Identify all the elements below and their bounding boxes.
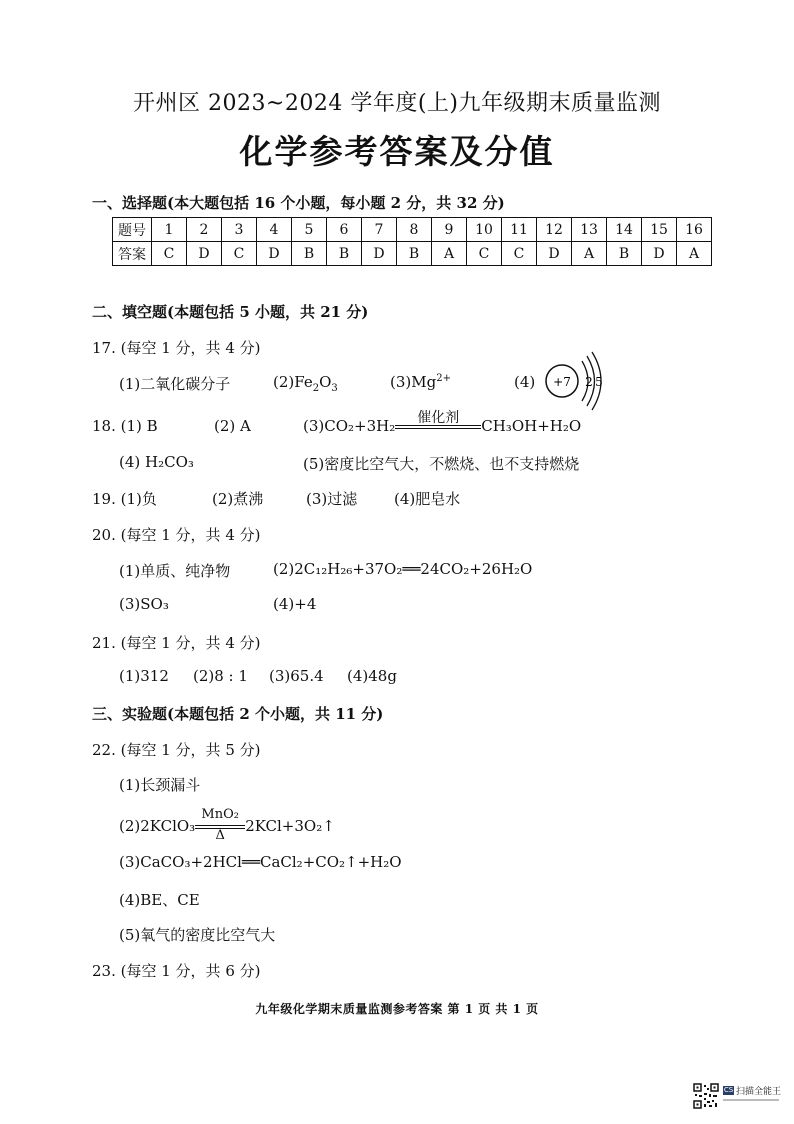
- formula-text: (3)Mg: [390, 373, 437, 391]
- nucleus-charge: +7: [553, 375, 571, 389]
- table-cell: 9: [432, 218, 467, 242]
- table-row-answers: [113, 242, 712, 266]
- q22-answer-1: (1)长颈漏斗: [119, 776, 201, 794]
- table-cell: 15: [642, 218, 677, 242]
- q20-answer-1: (1)单质、纯净物: [119, 562, 231, 580]
- table-cell: D: [257, 242, 292, 266]
- equation-lhs: (3)CO₂+3H₂: [303, 417, 396, 435]
- exam-subtitle: 开州区 2023~2024 学年度(上)九年级期末质量监测: [132, 91, 662, 116]
- q21-answer-3: (3)65.4: [269, 667, 324, 685]
- row-label-number: 题号: [113, 218, 152, 242]
- page-title: 化学参考答案及分值: [239, 132, 555, 171]
- q22-answer-5: (5)氧气的密度比空气大: [119, 926, 276, 944]
- table-cell: A: [432, 242, 467, 266]
- q17-answer-4-label: (4): [514, 373, 536, 391]
- q22-answer-2: [119, 807, 335, 843]
- reaction-condition: [395, 410, 481, 434]
- table-cell: 10: [467, 218, 502, 242]
- q18-answer-2: (2) A: [214, 417, 251, 435]
- atom-structure-diagram: [538, 346, 608, 416]
- q20-answer-3: (3)SO₃: [119, 595, 169, 613]
- subscript: 2: [312, 383, 320, 394]
- q22-answer-4: (4)BE、CE: [119, 891, 200, 909]
- table-cell: C: [152, 242, 187, 266]
- scanner-logo-icon: CS: [723, 1086, 734, 1094]
- table-cell: B: [327, 242, 362, 266]
- scanner-app-name: 扫描全能王: [736, 1087, 782, 1097]
- equation-rhs: 2KCl+3O₂↑: [245, 817, 335, 835]
- q18-answer-4: (4) H₂CO₃: [119, 453, 194, 471]
- equation-lhs: (2)2KClO₃: [119, 817, 196, 835]
- table-cell: 12: [537, 218, 572, 242]
- catalyst-label: 催化剂: [417, 410, 460, 426]
- q19-answer-4: (4)肥皂水: [394, 490, 461, 508]
- table-cell: 2: [187, 218, 222, 242]
- q19-answer-3: (3)过滤: [306, 490, 358, 508]
- section-1-heading: 一、选择题(本大题包括 16 个小题，每小题 2 分，共 32 分): [92, 194, 505, 212]
- table-cell: D: [362, 242, 397, 266]
- table-cell: 5: [292, 218, 327, 242]
- section-2-heading: 二、填空题(本题包括 5 小题，共 21 分): [92, 303, 369, 321]
- table-cell: B: [292, 242, 327, 266]
- table-cell: 4: [257, 218, 292, 242]
- q18-answer-3: [303, 410, 582, 435]
- table-cell: C: [222, 242, 257, 266]
- q20-answer-4: (4)+4: [273, 595, 317, 613]
- table-cell: 6: [327, 218, 362, 242]
- reaction-condition: [195, 807, 245, 843]
- catalyst-label: MnO₂: [201, 807, 239, 822]
- formula-text: (2)Fe: [273, 373, 313, 391]
- scanner-watermark: [693, 1083, 783, 1109]
- q23-heading: 23. (每空 1 分，共 6 分): [92, 962, 261, 980]
- q22-answer-3: (3)CaCO₃+2HCl══CaCl₂+CO₂↑+H₂O: [119, 853, 402, 871]
- section-3-heading: 三、实验题(本题包括 2 个小题，共 11 分): [92, 705, 384, 723]
- answer-table: [112, 217, 712, 266]
- q20-heading: 20. (每空 1 分，共 4 分): [92, 526, 261, 544]
- q17-answer-3: [390, 373, 451, 391]
- reaction-line: [395, 428, 481, 429]
- q21-answer-2: (2)8 : 1: [193, 667, 248, 685]
- table-cell: 13: [572, 218, 607, 242]
- formula-text: O: [319, 373, 332, 391]
- divider: [723, 1099, 779, 1101]
- q17-answer-2: [273, 373, 338, 394]
- equation-rhs: CH₃OH+H₂O: [481, 417, 582, 435]
- q20-answer-2: (2)2C₁₂H₂₆+37O₂══24CO₂+26H₂O: [273, 560, 533, 578]
- superscript: 2+: [436, 373, 451, 384]
- table-cell: 1: [152, 218, 187, 242]
- table-row-numbers: [113, 218, 712, 242]
- table-cell: 16: [677, 218, 712, 242]
- table-cell: A: [572, 242, 607, 266]
- reaction-line: [195, 825, 245, 826]
- q18-answer-5: (5)密度比空气大，不燃烧、也不支持燃烧: [303, 455, 580, 473]
- shell-electrons-1: 2: [585, 375, 593, 389]
- table-cell: 11: [502, 218, 537, 242]
- q22-heading: 22. (每空 1 分，共 5 分): [92, 741, 261, 759]
- qr-code-icon: [693, 1083, 719, 1109]
- shell-electrons-2: 5: [595, 375, 603, 389]
- table-cell: 8: [397, 218, 432, 242]
- page-footer: 九年级化学期末质量监测参考答案 第 1 页 共 1 页: [255, 1002, 539, 1016]
- table-cell: D: [187, 242, 222, 266]
- table-cell: D: [537, 242, 572, 266]
- subscript: 3: [331, 383, 338, 394]
- q17-answer-1: (1)二氧化碳分子: [119, 375, 231, 393]
- table-cell: 3: [222, 218, 257, 242]
- q17-heading: 17. (每空 1 分，共 4 分): [92, 339, 261, 357]
- q18-answer-1: 18. (1) B: [92, 417, 158, 435]
- table-cell: 7: [362, 218, 397, 242]
- table-cell: C: [502, 242, 537, 266]
- table-cell: 14: [607, 218, 642, 242]
- table-cell: D: [642, 242, 677, 266]
- heat-symbol: Δ: [215, 828, 225, 843]
- table-cell: A: [677, 242, 712, 266]
- q19-answer-2: (2)煮沸: [212, 490, 264, 508]
- reaction-line: [395, 425, 481, 426]
- table-cell: B: [397, 242, 432, 266]
- table-cell: B: [607, 242, 642, 266]
- row-label-answer: 答案: [113, 242, 152, 266]
- q21-answer-4: (4)48g: [347, 667, 397, 685]
- q21-answer-1: (1)312: [119, 667, 169, 685]
- table-cell: C: [467, 242, 502, 266]
- q19-answer-1: 19. (1)负: [92, 490, 157, 508]
- q21-heading: 21. (每空 1 分，共 4 分): [92, 634, 261, 652]
